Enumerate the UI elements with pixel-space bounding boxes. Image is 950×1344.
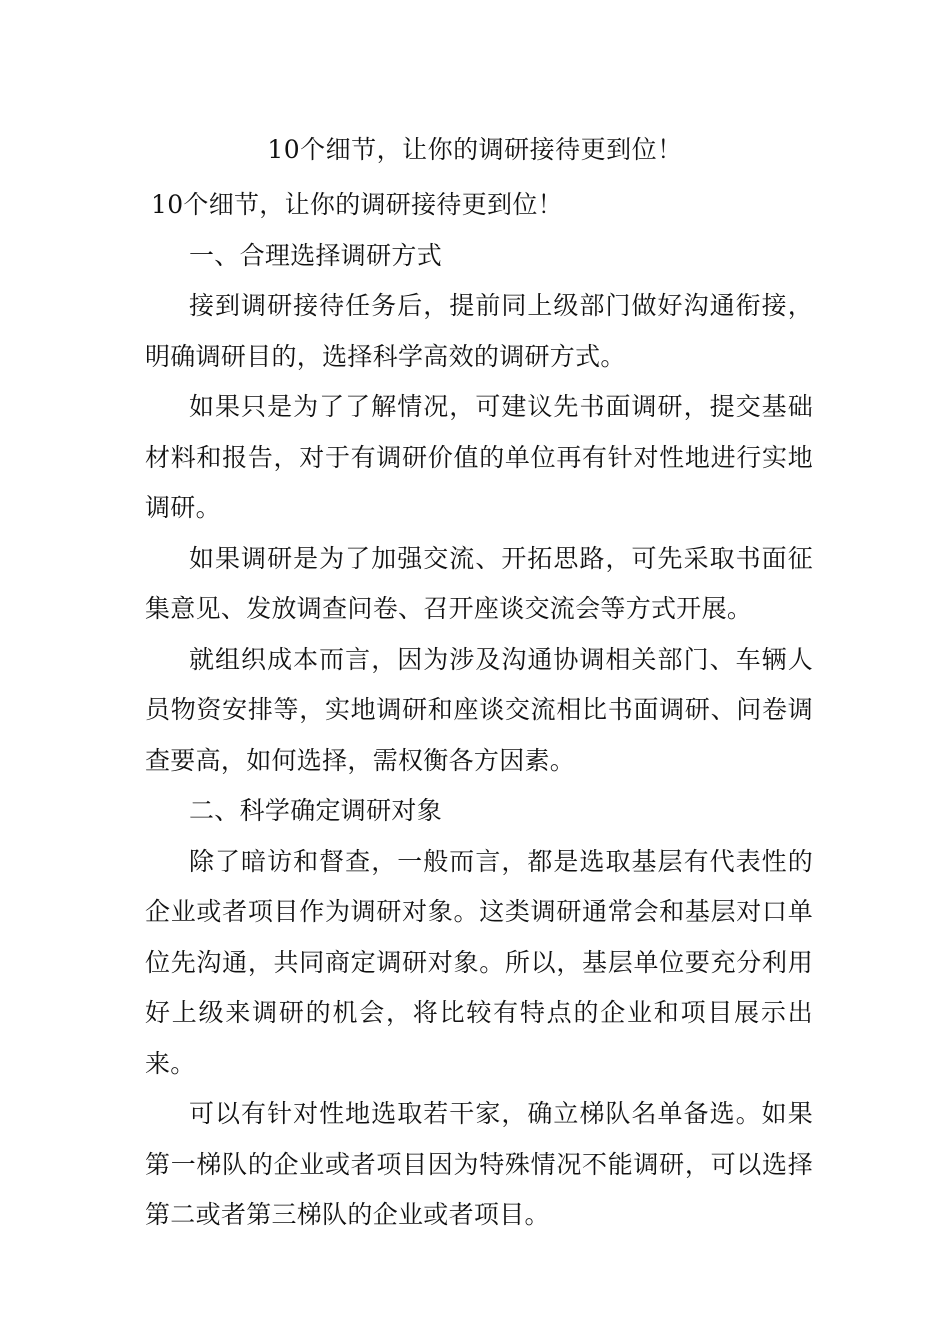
body-paragraph: 如果调研是为了加强交流、开拓思路，可先采取书面征集意见、发放调查问卷、召开座谈交流会等方式开展。: [145, 543, 813, 623]
body-paragraph: 如果只是为了了解情况，可建议先书面调研，提交基础材料和报告，对于有调研价值的单位再有针对性地进行实地调研。: [145, 392, 813, 522]
document-body: [145, 180, 813, 1241]
body-paragraph: 可以有针对性地选取若干家，确立梯队名单备选。如果第一梯队的企业或者项目因为特殊情况不能调研，可以选择第二或者第三梯队的企业或者项目。: [145, 1099, 813, 1229]
subtitle-paragraph: 10个细节，让你的调研接待更到位！: [151, 190, 563, 219]
body-paragraph: 除了暗访和督查，一般而言，都是选取基层有代表性的企业或者项目作为调研对象。这类调研通常会和基层对口单位先沟通，共同商定调研对象。所以，基层单位要充分利用好上级来调研的机会，将比较有特点的企业和项目展示出来。: [145, 846, 813, 1078]
section-heading-2: 二、科学确定调研对象: [189, 796, 443, 825]
section-heading-1: 一、合理选择调研方式: [189, 240, 443, 270]
body-paragraph: 就组织成本而言，因为涉及沟通协调相关部门、车辆人员物资安排等，实地调研和座谈交流相比书面调研、问卷调查要高，如何选择，需权衡各方因素。: [145, 644, 813, 775]
document-title: 10个细节，让你的调研接待更到位！: [267, 135, 683, 164]
body-paragraph: 接到调研接待任务后，提前同上级部门做好沟通衔接，明确调研目的，选择科学高效的调研方式。: [145, 291, 813, 371]
